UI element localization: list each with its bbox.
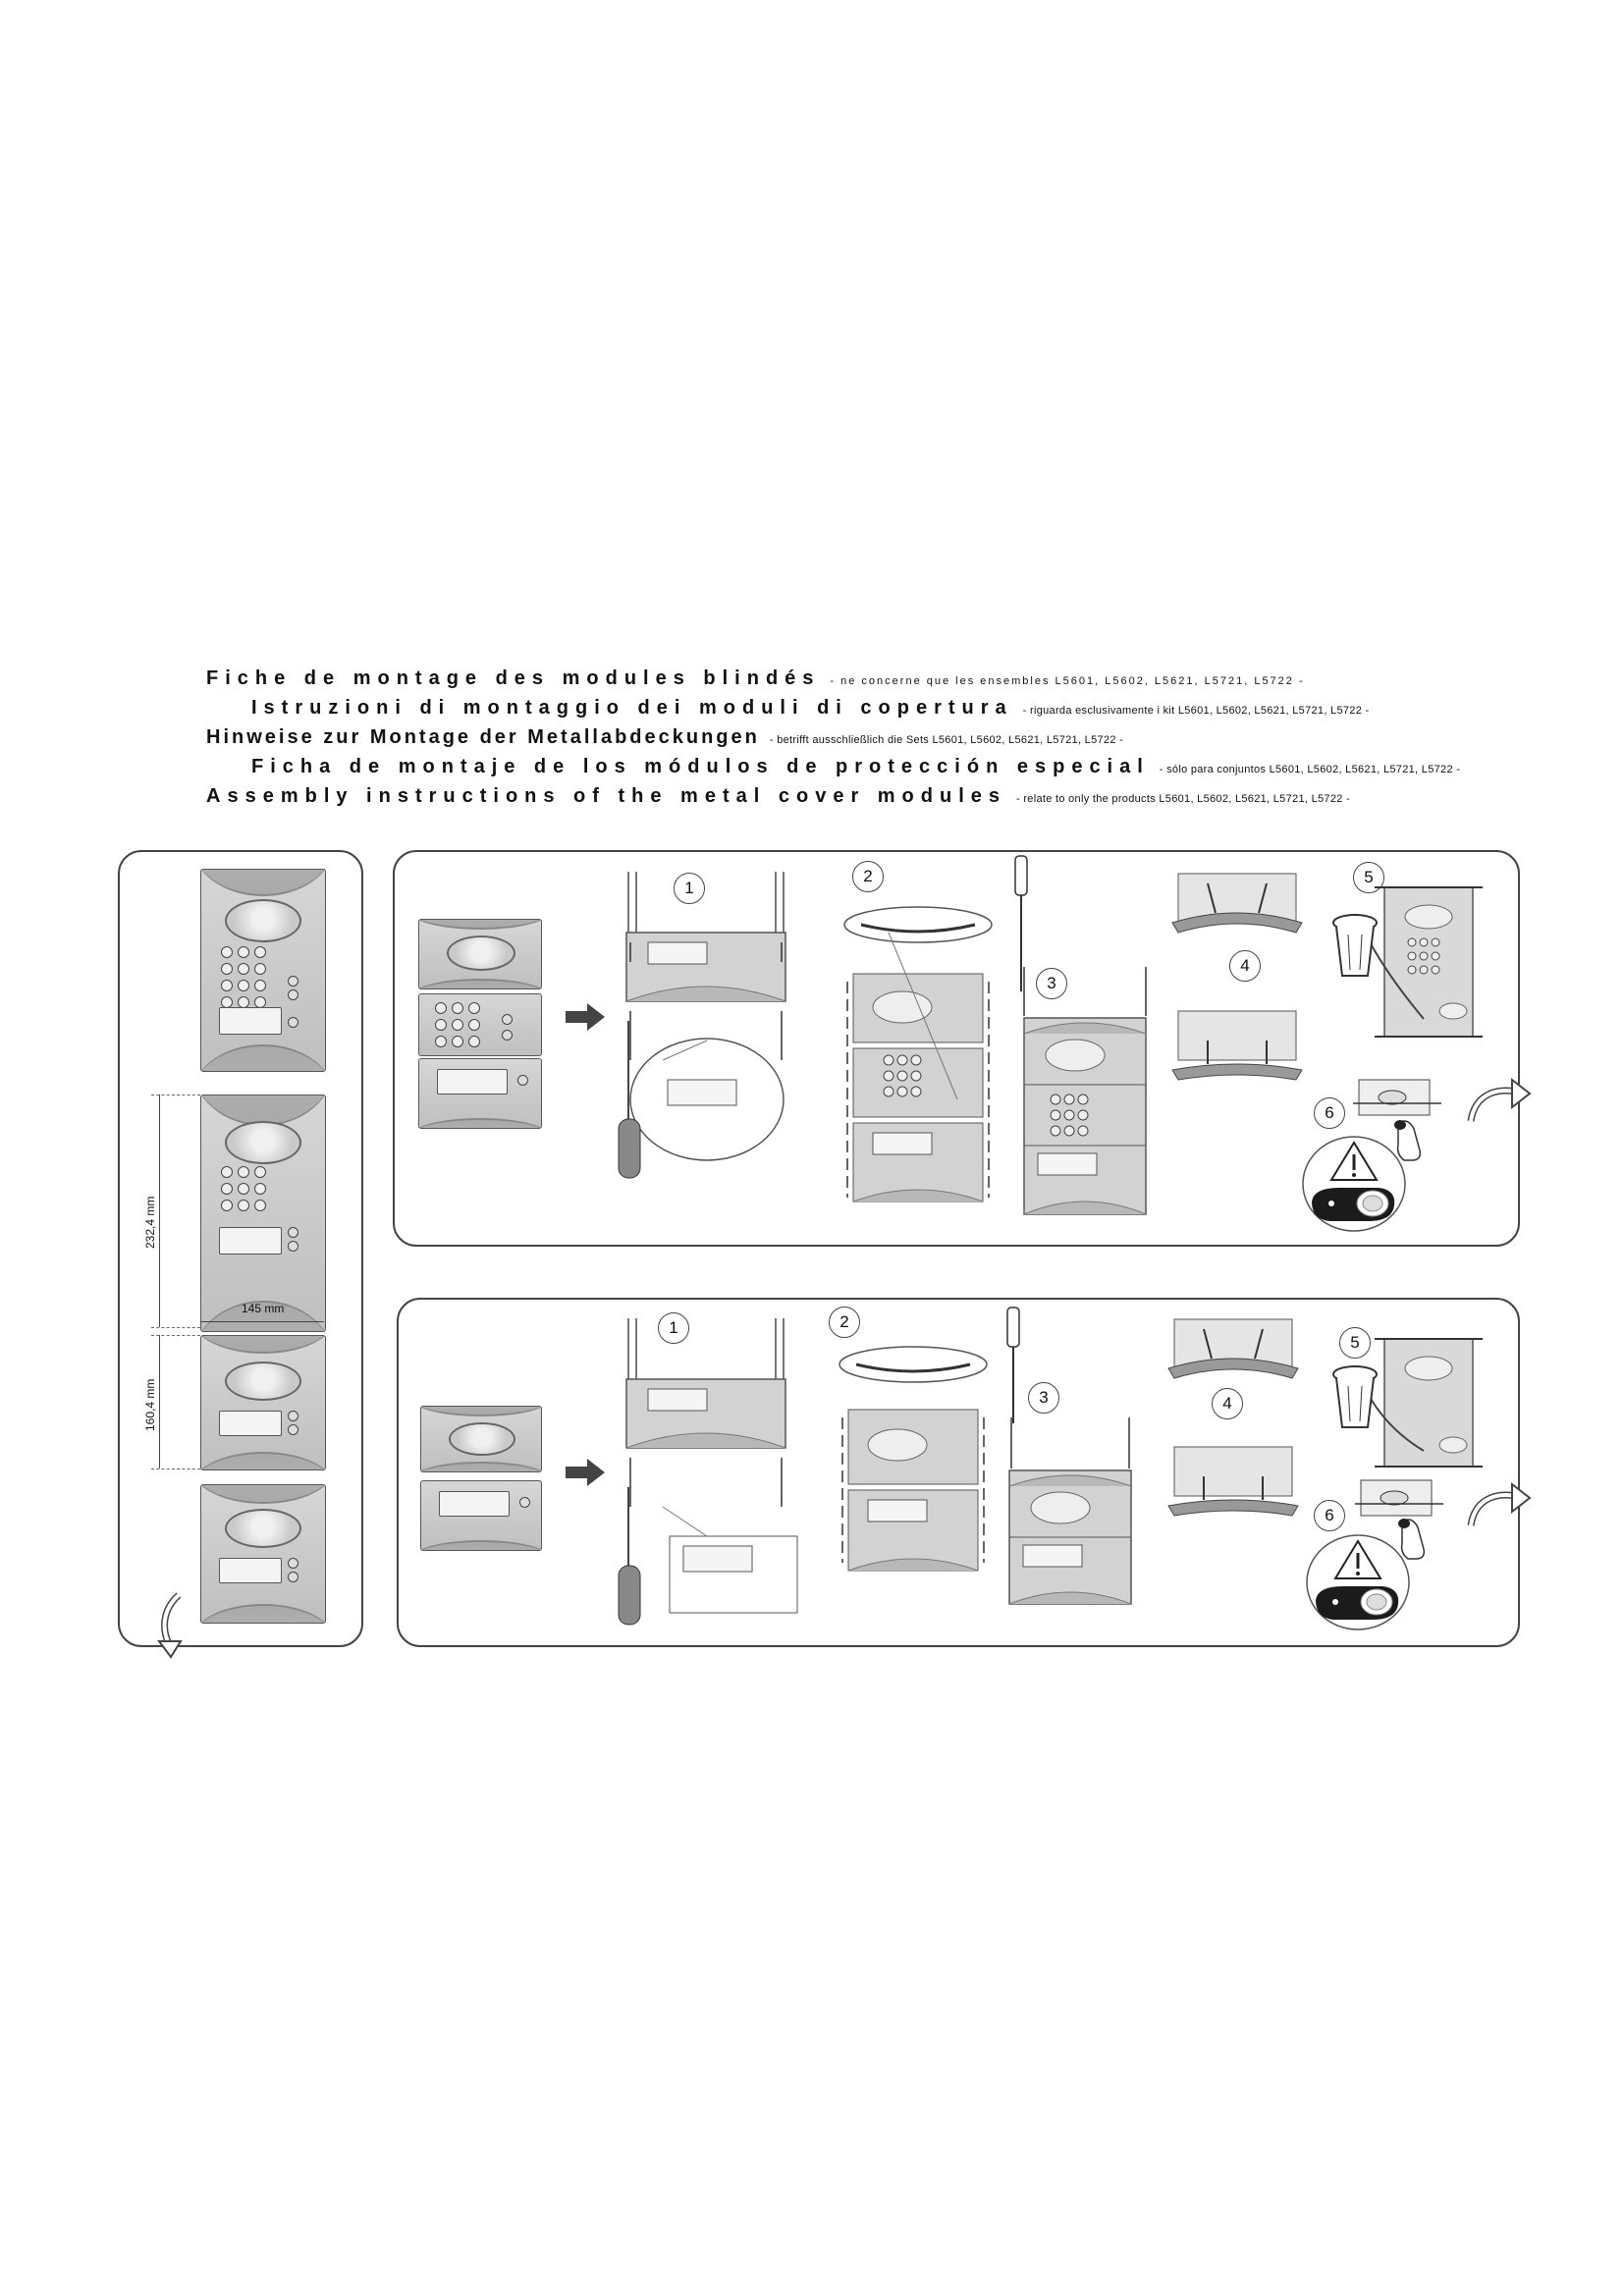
trash-bin-icon	[1330, 911, 1380, 980]
curved-arrow-icon	[157, 1590, 196, 1659]
step-number-5: 5	[1353, 862, 1384, 893]
warning-panel-illustration	[1300, 1133, 1408, 1235]
step-number-4: 4	[1212, 1388, 1243, 1419]
warning-panel-illustration	[1304, 1531, 1412, 1633]
assembled-unit-illustration	[200, 1095, 326, 1332]
face-module	[420, 1406, 542, 1472]
heading-german: Hinweise zur Montage der Metallabdeckungen - betrifft ausschließlich die Sets L5601, L5602, L5621, L5721, L5722 -	[206, 726, 1124, 748]
step-3-illustration	[1016, 957, 1154, 1217]
trash-bin-icon	[1330, 1362, 1380, 1431]
step-number-1: 1	[674, 873, 705, 904]
step-2-illustration	[839, 903, 997, 1217]
step-4-top-illustration	[1168, 864, 1306, 942]
warning-triangle-icon	[1329, 1139, 1330, 1140]
step-number-3: 3	[1036, 968, 1067, 999]
arrow-right-icon	[566, 1467, 589, 1478]
step-number-6: 6	[1314, 1500, 1345, 1531]
bottom-module-illustration	[200, 1484, 326, 1624]
step-number-1: 1	[658, 1312, 689, 1344]
height-dimension-label: 232,4 mm	[143, 1196, 157, 1249]
small-height-dimension-line	[159, 1335, 160, 1468]
width-dimension-line	[200, 1321, 324, 1322]
nameplate-face-module	[418, 1058, 542, 1129]
step-number-2: 2	[829, 1307, 860, 1338]
step-2-illustration	[835, 1343, 992, 1578]
curved-arrow-icon	[1465, 1482, 1534, 1531]
small-module-illustration	[200, 1335, 326, 1470]
step-4-bottom-illustration	[1164, 1437, 1302, 1525]
heading-french: Fiche de montage des modules blindés - ne concerne que les ensembles L5601, L5602, L5621, L5721, L5722 -	[206, 667, 1305, 689]
step-number-6: 6	[1314, 1097, 1345, 1129]
heading-spanish: Ficha de montaje de los módulos de protección especial - sólo para conjuntos L5601, L5602, L5621, L5721, L5722 -	[251, 756, 1461, 777]
height-dimension-line	[159, 1095, 160, 1327]
keypad-face-module	[418, 993, 542, 1056]
step-1-illustration	[609, 864, 805, 1188]
nameplate-face-module	[420, 1480, 542, 1551]
step-1-illustration	[609, 1310, 805, 1634]
step-number-4: 4	[1229, 950, 1261, 982]
step-4-top-illustration	[1164, 1309, 1302, 1388]
face-module	[418, 919, 542, 989]
step-number-5: 5	[1339, 1327, 1371, 1359]
screwdriver-icon	[1003, 1308, 1023, 1425]
step-3-illustration	[1001, 1414, 1139, 1610]
width-dimension-label: 145 mm	[242, 1302, 285, 1315]
heading-english: Assembly instructions of the metal cover modules - relate to only the products L5601, L5602, L5621, L5721, L5722 -	[206, 785, 1350, 807]
arrow-right-icon	[566, 1011, 589, 1023]
small-height-dimension-label: 160,4 mm	[143, 1378, 157, 1431]
heading-italian: Istruzioni di montaggio dei moduli di copertura - riguarda esclusivamente i kit L5601, L5602, L5621, L5721, L5722 -	[251, 697, 1370, 719]
curved-arrow-icon	[1465, 1078, 1534, 1127]
keypad-module-illustration	[200, 869, 326, 1072]
step-number-2: 2	[852, 861, 884, 892]
step-4-bottom-illustration	[1168, 1001, 1306, 1090]
step-number-3: 3	[1028, 1382, 1059, 1414]
